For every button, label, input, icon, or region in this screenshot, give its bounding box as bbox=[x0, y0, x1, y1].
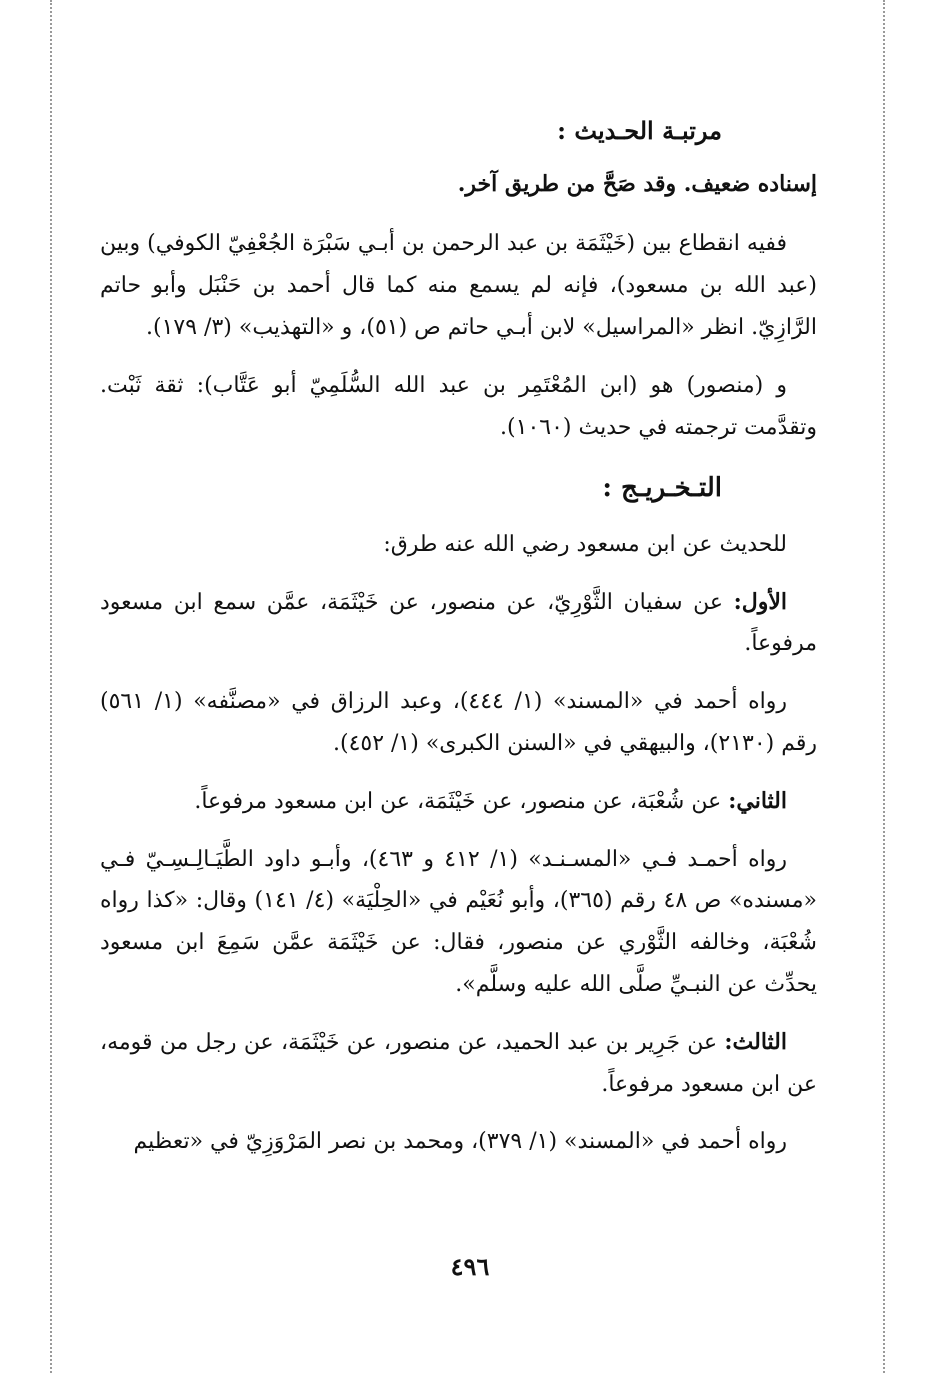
left-margin-dotted-line bbox=[50, 0, 52, 1373]
paragraph-interruption: ففيه انقطاع بين (خَيْثَمَة بن عبد الرحمن بن أبـي سَبْرَة الجُعْفِيّ الكوفي) وبين (عبد الله بن مسعود)، فإنه لم يسمع منه كما قال أحمد بن حَنْبَل وأبو حاتم الرَّازِيّ. انظر «المراسيل» لابن أبـي حاتم ص (٥١)، و «التهذيب» (٣/ ١٧٩). bbox=[100, 231, 817, 340]
second-route-label: الثاني: bbox=[728, 787, 787, 814]
paragraph-second-route bbox=[100, 781, 817, 823]
paragraph-third-sources: رواه أحمد في «المسند» (١/ ٣٧٩)، ومحمد بن نصر المَرْوَزِيّ في «تعظيم bbox=[133, 1129, 787, 1155]
third-route-text: عن جَرِير بن عبد الحميد، عن منصور، عن خَيْثَمَة، عن رجل من قومه، عن ابن مسعود مرفوعاً. bbox=[100, 1029, 817, 1097]
third-route-label: الثالث: bbox=[724, 1028, 787, 1055]
paragraph-mansur: و (منصور) هو (ابن المُعْتَمِر بن عبد الله السُّلَمِيّ أبو عَتَّاب): ثقة ثَبْت. وتقدَّمت ترجمته في حديث (١٠٦٠). bbox=[100, 372, 817, 440]
page-number: ٤٩٦ bbox=[450, 1252, 490, 1281]
page-content bbox=[100, 108, 817, 1179]
paragraph-third-route bbox=[100, 1022, 817, 1106]
takhrij-heading: التـخـريـج : bbox=[602, 473, 722, 504]
right-margin-dotted-line bbox=[883, 0, 885, 1373]
first-route-text: عن سفيان الثَّوْرِيّ، عن منصور، عن خَيْثَمَة، عمَّن سمع ابن مسعود مرفوعاً. bbox=[100, 589, 817, 657]
paragraph-first-route bbox=[100, 582, 817, 666]
first-route-label: الأول: bbox=[733, 588, 787, 615]
paragraph-intro: للحديث عن ابن مسعود رضي الله عنه طرق: bbox=[383, 531, 787, 557]
paragraph-first-sources: رواه أحمد في «المسند» (١/ ٤٤٤)، وعبد الرزاق في «مصنَّفه» (١/ ٥٦١) رقم (٢١٣٠)، والبيهقي في «السنن الكبرى» (١/ ٤٥٢). bbox=[100, 689, 817, 756]
second-route-text: عن شُعْبَة، عن منصور، عن خَيْثَمَة، عن ابن مسعود مرفوعاً. bbox=[194, 788, 722, 814]
rank-heading: مرتبـة الحـديث : bbox=[557, 116, 722, 145]
rank-statement: إسناده ضعيف. وقد صَحَّ من طريق آخر. bbox=[457, 170, 817, 197]
paragraph-second-sources: رواه أحمـد فـي «المسـنـد» (١/ ٤١٢ و ٤٦٣)، وأبـو داود الطَّيَـالِـسِـيّ فـي «مسنده» ص ٤٨ رقم (٣٦٥)، وأبو نُعَيْم في «الحِلْيَة» (٤/ ١٤١) وقال: «كذا رواه شُعْبَة، وخالفه الثَّوْري عن منصور، فقال: عن خَيْثَمَة عمَّن سَمِعَ ابن مسعود يحدِّث عن النبـيِّ صلَّى الله عليه وسلَّم». bbox=[100, 846, 818, 997]
